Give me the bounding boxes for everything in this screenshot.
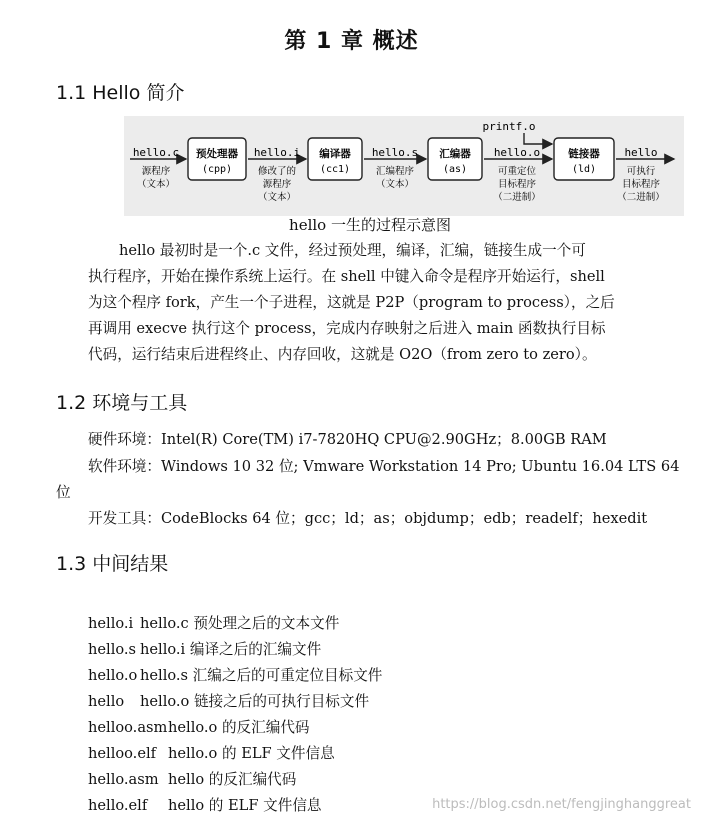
desc-hello-s-2: （文本） bbox=[375, 179, 415, 190]
file-list-item bbox=[88, 742, 335, 763]
file-list-item bbox=[88, 664, 382, 685]
file-name: helloo.asm bbox=[88, 719, 168, 736]
file-list-item bbox=[88, 768, 296, 789]
file-description: hello.o 的反汇编代码 bbox=[168, 719, 310, 736]
file-description: hello 的反汇编代码 bbox=[168, 771, 297, 788]
file-list-item bbox=[88, 716, 310, 737]
desc-hello-o-3: （二进制） bbox=[493, 192, 541, 203]
software-env-wrap: 位 bbox=[56, 484, 71, 501]
file-name: hello.i bbox=[88, 615, 134, 632]
section-heading-env-tools: 1.2 环境与工具 bbox=[56, 392, 188, 414]
file-description: hello.s 汇编之后的可重定位目标文件 bbox=[140, 667, 383, 684]
file-hello-o: hello.o bbox=[493, 146, 541, 159]
desc-hello-o-2: 目标程序 bbox=[497, 179, 537, 190]
desc-hello-3: （二进制） bbox=[617, 192, 665, 203]
intro-line-4: 再调用 execve 执行这个 process，完成内存映射之后进入 main 函数执行目标 bbox=[88, 320, 606, 337]
file-name: hello.elf bbox=[88, 797, 148, 814]
file-name: hello.asm bbox=[88, 771, 159, 788]
file-description: hello.o 链接之后的可执行目标文件 bbox=[140, 693, 370, 710]
file-list-item bbox=[88, 638, 321, 659]
file-name: hello.s bbox=[88, 641, 137, 658]
intro-line-1: hello 最初时是一个.c 文件，经过预处理，编译，汇编，链接生成一个可 bbox=[119, 242, 586, 259]
intro-line-3: 为这个程序 fork，产生一个子进程，这就是 P2P（program to process），之后 bbox=[88, 294, 615, 311]
desc-hello-o-1: 可重定位 bbox=[497, 166, 537, 177]
assembler-label: 汇编器 bbox=[439, 148, 471, 160]
intro-paragraph bbox=[88, 238, 628, 368]
file-description: hello.c 预处理之后的文本文件 bbox=[140, 615, 340, 632]
intro-line-2: 执行程序，开始在操作系统上运行。在 shell 中键入命令是程序开始运行，shell bbox=[88, 268, 605, 285]
compiler-label: 编译器 bbox=[319, 148, 351, 160]
desc-hello-2: 目标程序 bbox=[621, 179, 661, 190]
section-heading-hello-intro: 1.1 Hello 简介 bbox=[56, 82, 185, 104]
file-hello-c: hello.c bbox=[132, 146, 180, 159]
file-list-item bbox=[88, 794, 322, 815]
assembler-cmd: (as) bbox=[442, 164, 468, 175]
file-description: hello 的 ELF 文件信息 bbox=[168, 797, 322, 814]
file-description: hello.i 编译之后的汇编文件 bbox=[140, 641, 322, 658]
desc-hello-i-3: （文本） bbox=[257, 192, 297, 203]
section-heading-intermediate: 1.3 中间结果 bbox=[56, 553, 169, 575]
software-env: 软件环境：Windows 10 32 位; Vmware Workstation 14 Pro; Ubuntu 16.04 LTS 64 bbox=[88, 458, 680, 475]
file-hello-s: hello.s bbox=[371, 146, 419, 159]
desc-hello-s-1: 汇编程序 bbox=[375, 166, 415, 177]
desc-hello-i-1: 修改了的 bbox=[257, 166, 297, 177]
file-name: helloo.elf bbox=[88, 745, 157, 762]
compilation-pipeline-diagram bbox=[124, 116, 684, 216]
desc-hello-i-2: 源程序 bbox=[262, 179, 292, 190]
file-hello: hello bbox=[624, 146, 658, 159]
figure-caption: hello 一生的过程示意图 bbox=[289, 216, 451, 234]
file-description: hello.o 的 ELF 文件信息 bbox=[168, 745, 335, 762]
file-list-item bbox=[88, 612, 339, 633]
desc-hello-c-2: （文本） bbox=[136, 179, 176, 190]
watermark: https://blog.csdn.net/fengjinghanggreat bbox=[432, 797, 691, 812]
chapter-title: 第 1 章 概述 bbox=[284, 29, 419, 54]
hardware-env: 硬件环境：Intel(R) Core(TM) i7-7820HQ CPU@2.90GHz；8.00GB RAM bbox=[88, 431, 607, 448]
file-list-item bbox=[88, 690, 369, 711]
desc-hello-c-1: 源程序 bbox=[141, 166, 171, 177]
file-name: hello.o bbox=[88, 667, 138, 684]
preprocessor-cmd: (cpp) bbox=[201, 164, 233, 175]
linker-cmd: (ld) bbox=[571, 164, 597, 175]
file-hello-i: hello.i bbox=[253, 146, 301, 159]
preprocessor-label: 预处理器 bbox=[196, 148, 238, 160]
desc-hello-1: 可执行 bbox=[626, 166, 656, 177]
dev-tools: 开发工具：CodeBlocks 64 位；gcc；ld；as；objdump；edb；readelf；hexedit bbox=[88, 510, 648, 527]
file-printf-o: printf.o bbox=[482, 120, 536, 133]
compiler-cmd: (cc1) bbox=[319, 164, 351, 175]
linker-label: 链接器 bbox=[568, 148, 600, 160]
file-name: hello bbox=[88, 693, 125, 710]
intro-line-5: 代码，运行结束后进程终止、内存回收，这就是 O2O（from zero to zero）。 bbox=[88, 346, 597, 363]
